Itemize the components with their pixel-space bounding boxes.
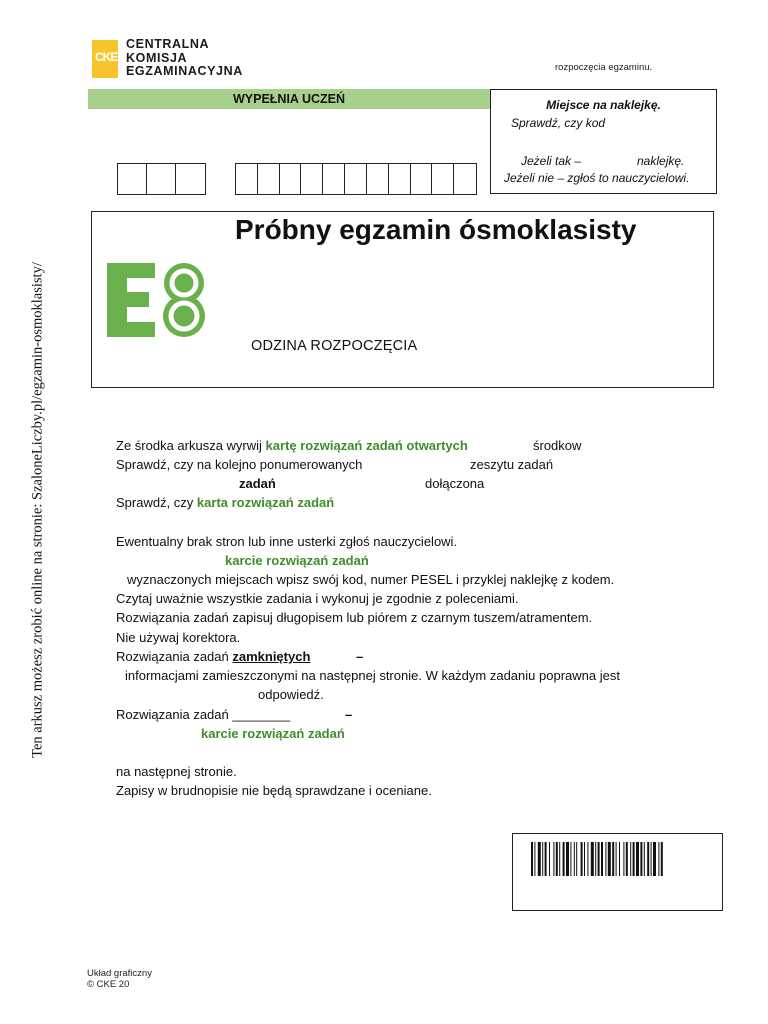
pesel-cell[interactable] — [367, 164, 389, 194]
code-cell[interactable] — [118, 164, 147, 194]
answer-sheet-highlight: kartę rozwiązań zadań otwartych — [265, 438, 468, 453]
pesel-cell[interactable] — [432, 164, 454, 194]
instruction-line-1 — [116, 438, 468, 453]
code-cell[interactable] — [176, 164, 205, 194]
instruction-line-10: Nie używaj korektora. — [116, 630, 241, 645]
instruction-line-2: Sprawdź, czy na kolejno ponumerowanych — [116, 457, 363, 472]
pesel-cell[interactable] — [258, 164, 280, 194]
exam-title: Próbny egzamin ósmoklasisty — [235, 214, 637, 245]
student-fill-band — [88, 89, 490, 109]
instruction-line-13: odpowiedź. — [258, 687, 324, 702]
instruction-line-14: Rozwiązania zadań ________ — [116, 707, 291, 722]
code-cell[interactable] — [147, 164, 176, 194]
start-time-label: ODZINA ROZPOCZĘCIA — [251, 338, 418, 354]
org-line-3: EGZAMINACYJNA — [126, 64, 243, 78]
sticker-if-yes-text: Jeżeli tak – — [521, 154, 582, 168]
instruction-text: Sprawdź, czy — [116, 495, 197, 510]
top-note: rozpoczęcia egzaminu. — [555, 62, 653, 73]
pesel-cell[interactable] — [323, 164, 345, 194]
instruction-line-16: na następnej stronie. — [116, 764, 237, 779]
sticker-placeholder-box — [490, 89, 717, 194]
instruction-line-15: karcie rozwiązań zadań — [201, 726, 345, 741]
pesel-cell[interactable] — [345, 164, 367, 194]
cke-logo-mark-text: CKE — [95, 50, 118, 64]
cke-logo-mark — [92, 40, 118, 78]
pesel-cell[interactable] — [389, 164, 411, 194]
sticker-check-text: Sprawdź, czy kod — [511, 116, 606, 130]
pesel-cell[interactable] — [236, 164, 258, 194]
barcode-box — [512, 833, 723, 911]
instruction-line-8: Czytaj uważnie wszystkie zadania i wykonuj je zgodnie z poleceniami. — [116, 591, 519, 606]
pesel-cell[interactable] — [454, 164, 476, 194]
footer-layout-note: Układ graficzny — [87, 968, 152, 979]
instruction-line-11 — [116, 649, 310, 664]
footer — [87, 968, 152, 990]
instruction-dash: – — [356, 649, 364, 664]
instruction-line-12: informacjami zamieszczonymi na następnej stronie. W każdym zadaniu poprawna jest — [125, 668, 620, 683]
instruction-text: zeszytu zadań — [470, 457, 554, 472]
instruction-line-5: Ewentualny brak stron lub inne usterki zgłoś nauczycielowi. — [116, 534, 458, 549]
cke-organization-name — [126, 38, 243, 79]
org-line-2: KOMISJA — [126, 50, 188, 65]
e8-logo-icon — [107, 263, 215, 337]
instruction-text: środkow — [533, 438, 582, 453]
instruction-dash: – — [345, 707, 353, 722]
footer-copyright: © CKE 20 — [87, 979, 130, 990]
instruction-text: Rozwiązania zadań — [116, 649, 233, 664]
instruction-line-6: karcie rozwiązań zadań — [225, 553, 369, 568]
student-fill-label: WYPEŁNIA UCZEŃ — [232, 92, 346, 106]
barcode-icon — [531, 842, 706, 876]
side-online-note: Ten arkusz możesz zrobić online na stronie: SzaloneLiczby.pl/egzamin-osmoklasisty/ — [29, 262, 46, 758]
instruction-line-4 — [116, 495, 334, 510]
instruction-line-17: Zapisy w brudnopisie nie będą sprawdzane i oceniane. — [116, 783, 432, 798]
instruction-text: Ze środka arkusza wyrwij — [116, 438, 266, 453]
sticker-stick-text: naklejkę. — [637, 154, 685, 168]
pesel-cell[interactable] — [411, 164, 433, 194]
instruction-text: dołączona — [425, 476, 485, 491]
instruction-line-9: Rozwiązania zadań zapisuj długopisem lub piórem z czarnym tuszem/atramentem. — [116, 610, 593, 625]
answer-sheet-highlight: karta rozwiązań zadań — [196, 495, 335, 510]
student-code-field[interactable] — [117, 163, 206, 195]
instruction-line-7: wyznaczonych miejscach wpisz swój kod, numer PESEL i przyklej naklejkę z kodem. — [127, 572, 615, 587]
exam-title-panel — [91, 211, 714, 388]
pesel-field[interactable] — [235, 163, 477, 195]
pesel-cell[interactable] — [301, 164, 323, 194]
sticker-if-no-text: Jeżeli nie – zgłoś to nauczycielowi. — [504, 171, 690, 185]
instruction-line-3: zadań — [239, 476, 276, 491]
closed-tasks-highlight: zamkniętych — [232, 649, 311, 664]
sticker-title: Miejsce na naklejkę. — [546, 98, 661, 112]
org-line-1: CENTRALNA — [126, 37, 210, 51]
pesel-cell[interactable] — [280, 164, 302, 194]
